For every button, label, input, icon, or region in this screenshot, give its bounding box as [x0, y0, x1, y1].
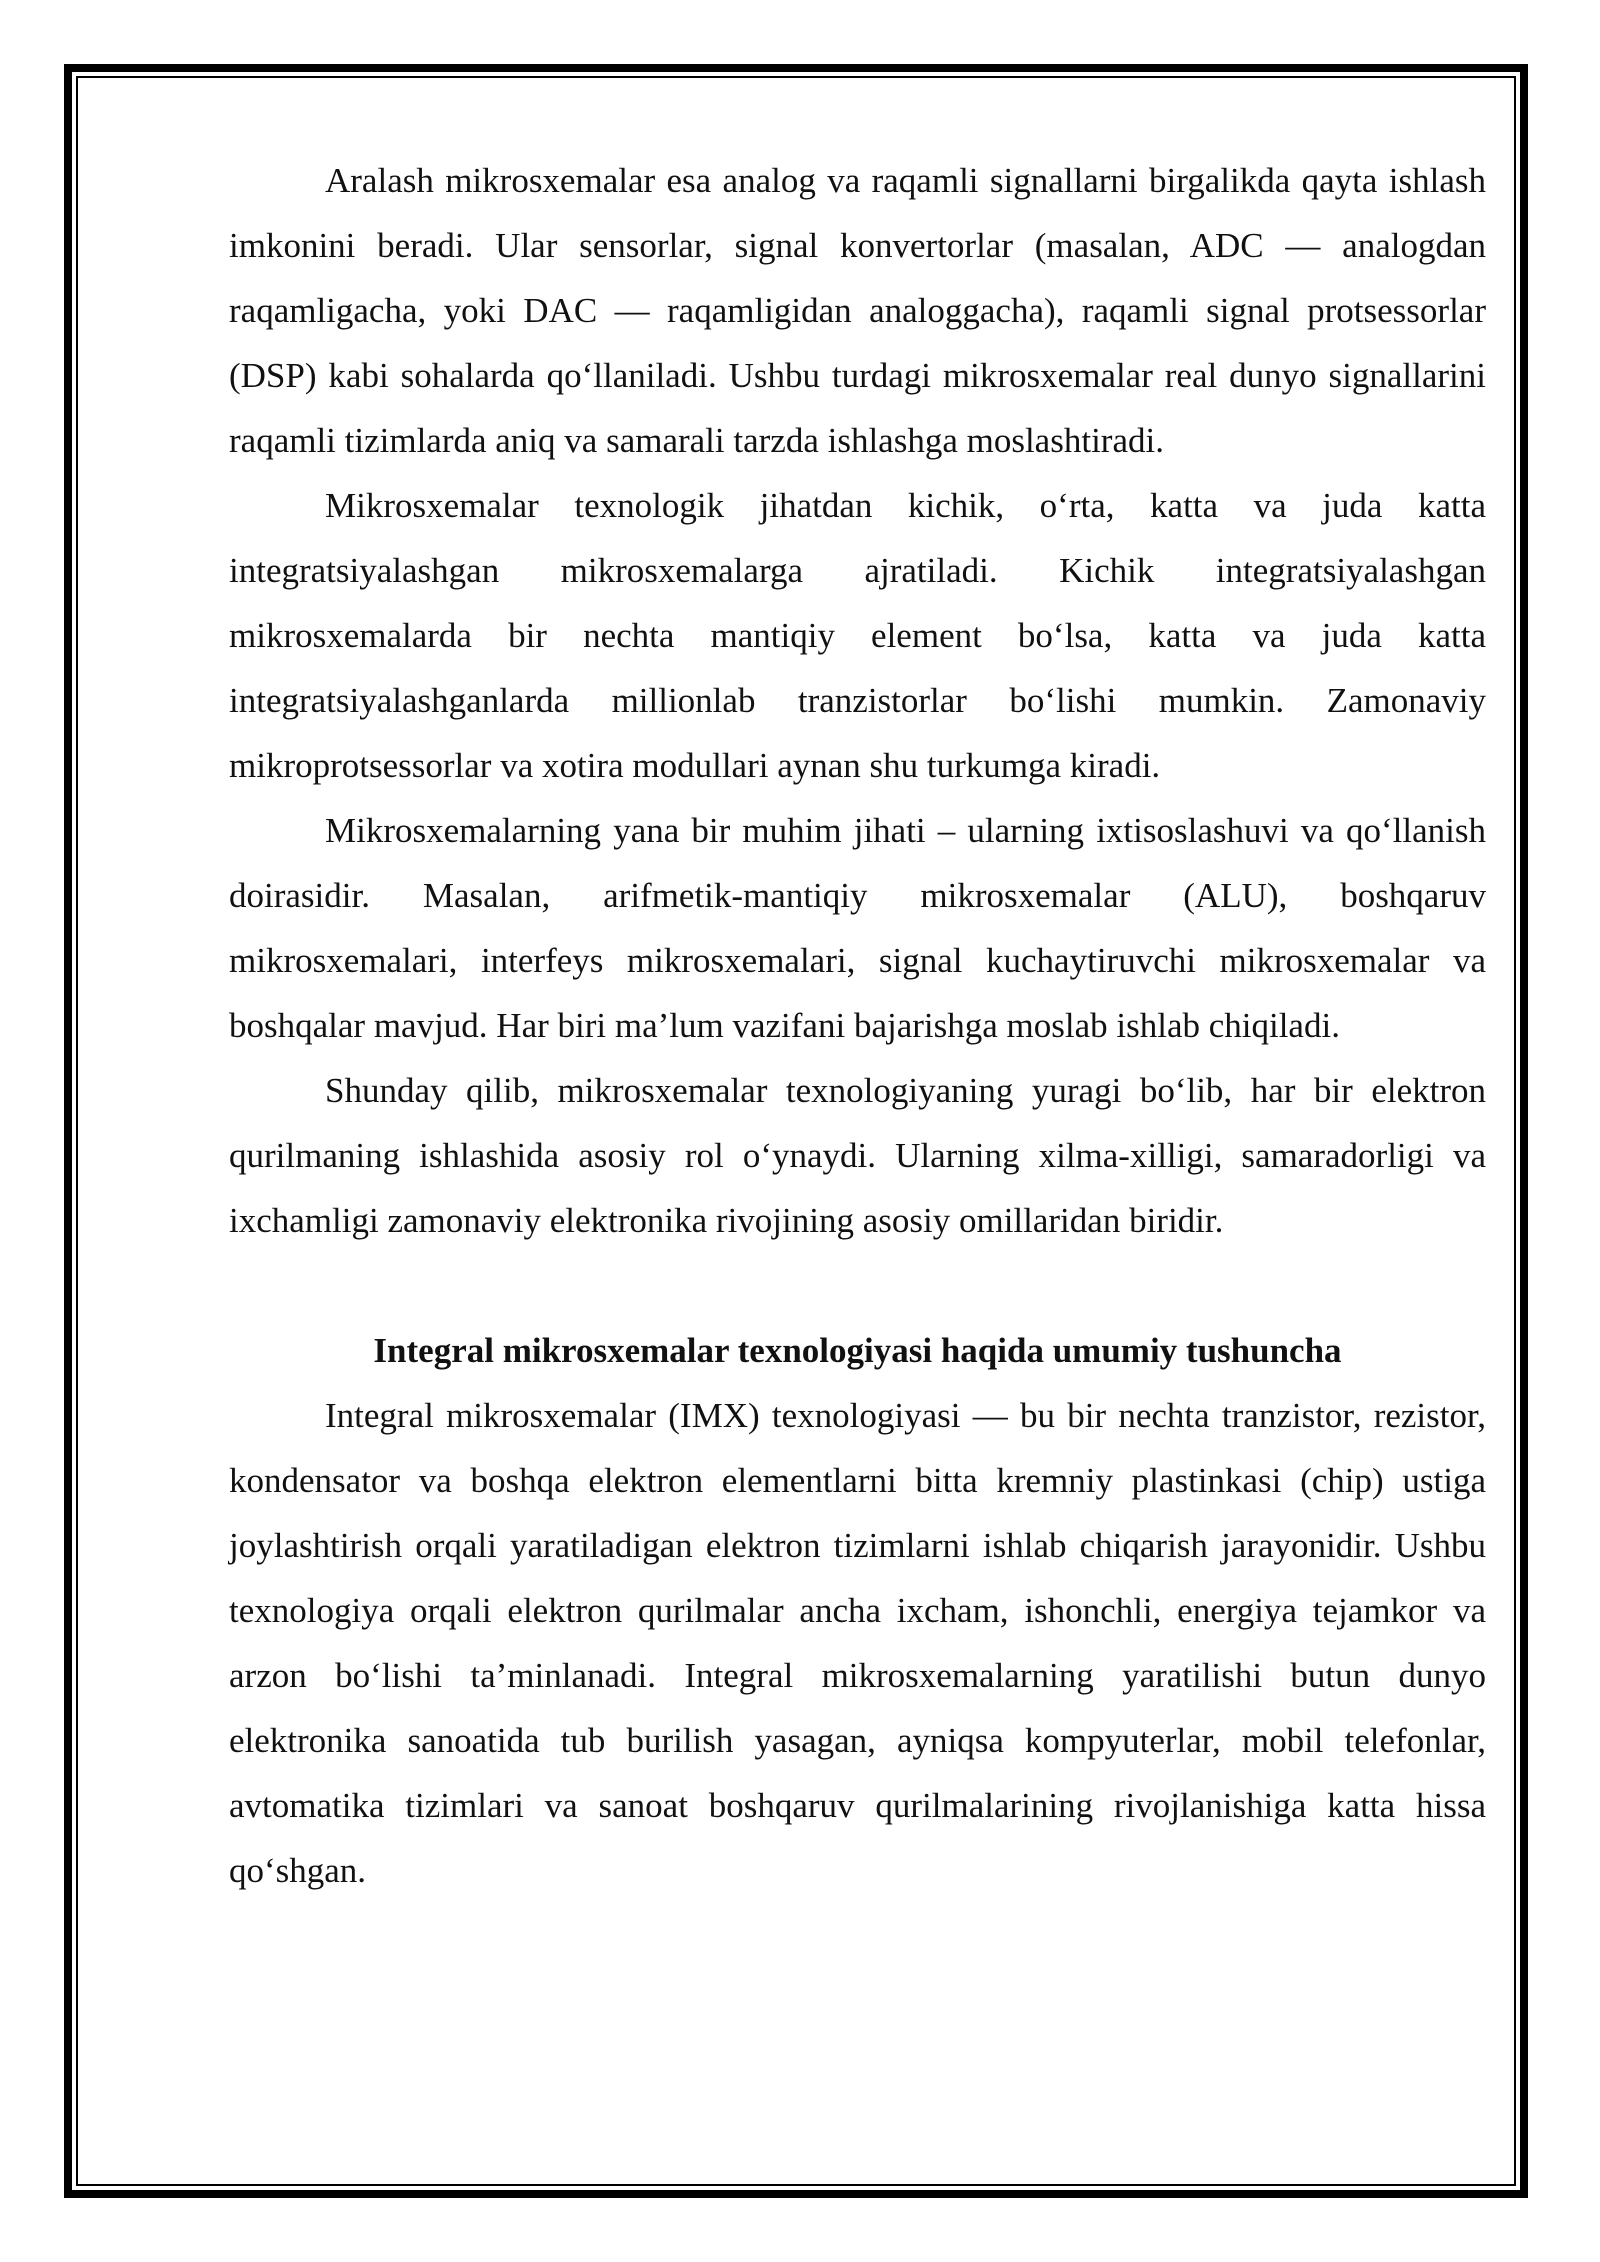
section-heading: Integral mikrosxemalar texnologiyasi haqida umumiy tushuncha — [373, 1331, 1342, 1370]
paragraph-mixed-microcircuits: Aralash mikrosxemalar esa analog va raqamli signallarni birgalikda qayta ishlash imkonini beradi. Ular sensorlar, signal konvertorlar (masalan, ADC — analogdan raqamligacha, yoki DAC — raqamligidan analoggacha), raqamli signal protsessorlar (DSP) kabi sohalarda qo‘llaniladi. Ushbu turdagi mikrosxemalar real dunyo signallarini raqamli tizimlarda aniq va samarali tarzda ishlashga moslashtiradi. — [229, 161, 1486, 460]
paragraph-integration-levels: Mikrosxemalar texnologik jihatdan kichik, o‘rta, katta va juda katta integratsiyalashgan mikrosxemalarga ajratiladi. Kichik integratsiyalashgan mikrosxemalarda bir nechta mantiqiy element bo‘lsa, katta va juda katta integratsiyalashganlarda millionlab tranzistorlar bo‘lishi mumkin. Zamonaviy mikroprotsessorlar va xotira modullari aynan shu turkumga kiradi. — [229, 486, 1486, 785]
paragraph-conclusion: Shunday qilib, mikrosxemalar texnologiyaning yuragi bo‘lib, har bir elektron qurilmaning ishlashida asosiy rol o‘ynaydi. Ularning xilma-xilligi, samaradorligi va ixchamligi zamonaviy elektronika rivojining asosiy omillaridan biridir. — [229, 1071, 1486, 1240]
paragraph-imx-technology: Integral mikrosxemalar (IMX) texnologiyasi — bu bir nechta tranzistor, rezistor, kondensator va boshqa elektron elementlarni bitta kremniy plastinkasi (chip) ustiga joylashtirish orqali yaratiladigan elektron tizimlarni ishlab chiqarish jarayonidir. Ushbu texnologiya orqali elektron qurilmalar ancha ixcham, ishonchli, energiya tejamkor va arzon bo‘lishi ta’minlanadi. Integral mikrosxemalarning yaratilishi butun dunyo elektronika sanoatida tub burilish yasagan, ayniqsa kompyuterlar, mobil telefonlar, avtomatika tizimlari va sanoat boshqaruv qurilmalarining rivojlanishiga katta hissa qo‘shgan. — [229, 1396, 1486, 1890]
document-body — [229, 148, 1486, 1903]
paragraph-specialization: Mikrosxemalarning yana bir muhim jihati – ularning ixtisoslashuvi va qo‘llanish doirasidir. Masalan, arifmetik-mantiqiy mikrosxemalar (ALU), boshqaruv mikrosxemalari, interfeys mikrosxemalari, signal kuchaytiruvchi mikrosxemalar va boshqalar mavjud. Har biri ma’lum vazifani bajarishga moslab ishlab chiqiladi. — [229, 811, 1486, 1045]
